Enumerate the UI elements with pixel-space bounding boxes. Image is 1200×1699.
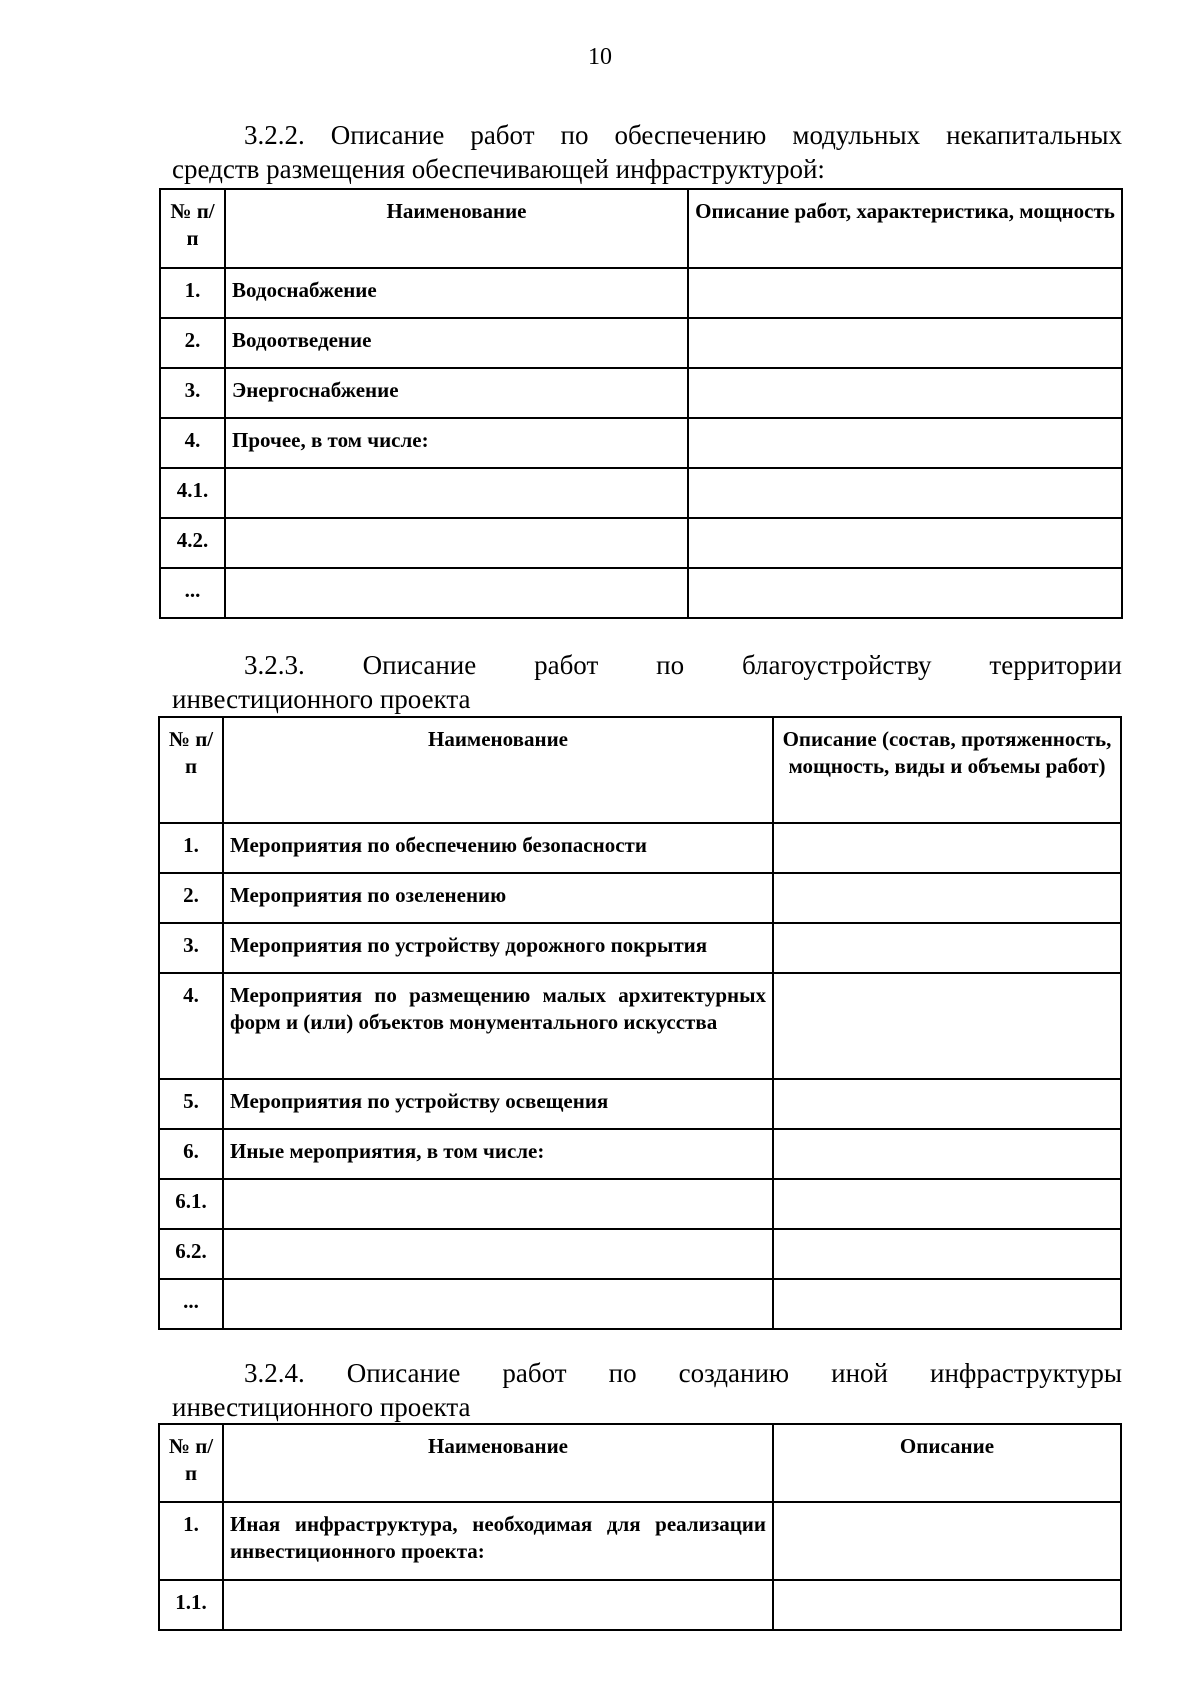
row-number: 2. <box>159 873 223 923</box>
row-description <box>773 1129 1121 1179</box>
heading-line-2: инвестиционного проекта <box>172 1392 471 1422</box>
table-header-row <box>159 1424 1121 1502</box>
column-header-name: Наименование <box>225 189 688 268</box>
row-number: 4.2. <box>160 518 225 568</box>
table-header-row <box>159 717 1121 823</box>
row-number: 3. <box>159 923 223 973</box>
table-row <box>160 568 1122 618</box>
row-description <box>773 873 1121 923</box>
column-header-name: Наименование <box>223 717 773 823</box>
row-description <box>773 1279 1121 1329</box>
infrastructure-table <box>159 188 1123 619</box>
row-description <box>688 368 1122 418</box>
row-name <box>223 1179 773 1229</box>
row-number: 6. <box>159 1129 223 1179</box>
row-name: Иная инфраструктура, необходимая для реализации инвестиционного проекта: <box>223 1502 773 1580</box>
row-number: 2. <box>160 318 225 368</box>
row-description <box>773 973 1121 1079</box>
row-number: ... <box>159 1279 223 1329</box>
row-description <box>688 318 1122 368</box>
heading-line-2: инвестиционного проекта <box>172 684 471 714</box>
heading-line-2: средств размещения обеспечивающей инфраструктурой: <box>172 154 825 184</box>
row-number: 1.1. <box>159 1580 223 1630</box>
other-infrastructure-table <box>158 1423 1122 1631</box>
table-row <box>160 518 1122 568</box>
table-row <box>159 1580 1121 1630</box>
column-header-description: Описание работ, характеристика, мощность <box>688 189 1122 268</box>
row-number: 4. <box>160 418 225 468</box>
row-name: Водоснабжение <box>225 268 688 318</box>
row-number: 1. <box>159 823 223 873</box>
section-heading-3-2-2 <box>172 118 1122 186</box>
row-name: Водоотведение <box>225 318 688 368</box>
row-number: 1. <box>159 1502 223 1580</box>
table-row <box>159 873 1121 923</box>
row-description <box>773 1079 1121 1129</box>
column-header-name: Наименование <box>223 1424 773 1502</box>
row-name: Мероприятия по обеспечению безопасности <box>223 823 773 873</box>
row-description <box>688 468 1122 518</box>
row-description <box>688 418 1122 468</box>
column-header-number: № п/п <box>159 1424 223 1502</box>
row-name: Иные мероприятия, в том числе: <box>223 1129 773 1179</box>
row-description <box>688 268 1122 318</box>
table-row <box>160 268 1122 318</box>
row-number: 1. <box>160 268 225 318</box>
row-number: 4.1. <box>160 468 225 518</box>
heading-line-1: 3.2.2. Описание работ по обеспечению модульных некапитальных <box>244 120 1122 150</box>
table-row <box>159 1129 1121 1179</box>
column-header-number: № п/п <box>159 717 223 823</box>
row-number: 5. <box>159 1079 223 1129</box>
column-header-description: Описание <box>773 1424 1121 1502</box>
row-number: 4. <box>159 973 223 1079</box>
row-name <box>223 1580 773 1630</box>
row-description <box>773 1229 1121 1279</box>
table-row <box>160 318 1122 368</box>
table-row <box>159 973 1121 1079</box>
landscaping-table <box>158 716 1122 1330</box>
row-description <box>773 823 1121 873</box>
table-row <box>159 1229 1121 1279</box>
heading-line-1: 3.2.4. Описание работ по созданию иной инфраструктуры <box>244 1358 1122 1388</box>
row-name <box>225 518 688 568</box>
table-row <box>160 368 1122 418</box>
row-description <box>773 1502 1121 1580</box>
table-row <box>160 468 1122 518</box>
table-row <box>159 1502 1121 1580</box>
column-header-number: № п/п <box>160 189 225 268</box>
table-header-row <box>160 189 1122 268</box>
row-name: Мероприятия по устройству дорожного покрытия <box>223 923 773 973</box>
page-number: 10 <box>588 44 612 70</box>
row-name <box>223 1279 773 1329</box>
table-row <box>159 1279 1121 1329</box>
column-header-description: Описание (состав, протяженность, мощность, виды и объемы работ) <box>773 717 1121 823</box>
section-heading-3-2-3 <box>172 648 1122 716</box>
row-name <box>225 568 688 618</box>
row-description <box>773 1580 1121 1630</box>
table-row <box>159 1079 1121 1129</box>
row-number: 6.2. <box>159 1229 223 1279</box>
row-description <box>773 923 1121 973</box>
row-name: Мероприятия по размещению малых архитектурных форм и (или) объектов монументального искусства <box>223 973 773 1079</box>
row-description <box>773 1179 1121 1229</box>
row-number: 3. <box>160 368 225 418</box>
row-name: Прочее, в том числе: <box>225 418 688 468</box>
row-name: Мероприятия по устройству освещения <box>223 1079 773 1129</box>
table-row <box>159 1179 1121 1229</box>
table-row <box>159 823 1121 873</box>
row-name <box>225 468 688 518</box>
row-name: Энергоснабжение <box>225 368 688 418</box>
row-description <box>688 518 1122 568</box>
row-description <box>688 568 1122 618</box>
row-number: ... <box>160 568 225 618</box>
table-row <box>160 418 1122 468</box>
row-number: 6.1. <box>159 1179 223 1229</box>
table-row <box>159 923 1121 973</box>
heading-line-1: 3.2.3. Описание работ по благоустройству территории <box>244 650 1122 680</box>
row-name: Мероприятия по озеленению <box>223 873 773 923</box>
section-heading-3-2-4 <box>172 1356 1122 1424</box>
row-name <box>223 1229 773 1279</box>
